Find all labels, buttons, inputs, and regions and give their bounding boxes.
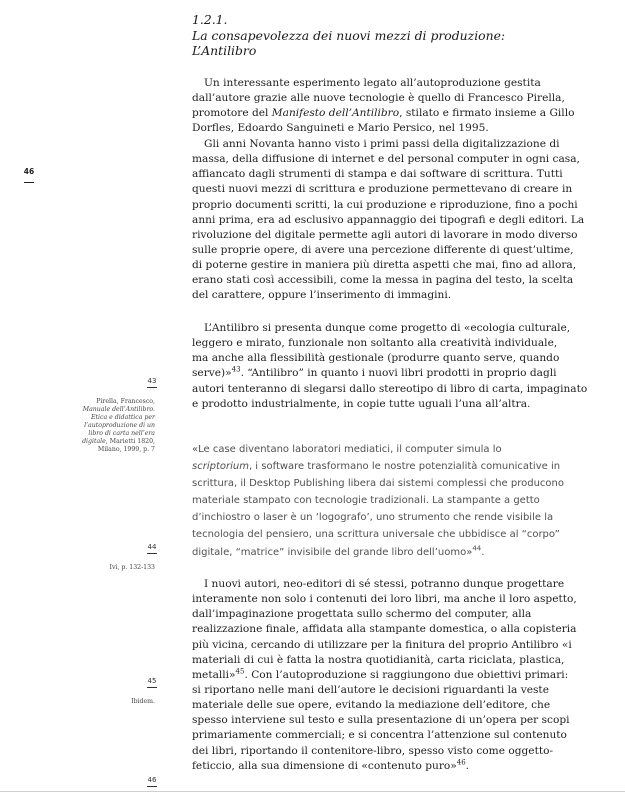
text-line: materiali di cui è fatta la nostra quotidianità, carta riciclata, plastica, — [192, 653, 565, 666]
page-number: 46 — [22, 167, 36, 183]
text-line: questi nuovi mezzi di scrittura e produzione permettevano di creare in — [192, 183, 573, 196]
text-line: Un interessante esperimento legato all’autoproduzione gestita — [204, 77, 541, 89]
text-line: spesso interviene sul testo e sulla presentazione di un’opera per scopi — [192, 714, 570, 727]
text-line: feticcio, alla sua dimensione di «contenuto puro»$^{46}$. — [192, 758, 470, 772]
quote-italic: scriptorium — [192, 461, 249, 473]
footnote-ref: 44 — [472, 544, 482, 553]
quote-line: scrittura, il Desktop Publishing libera dai sistemi complessi che producono — [192, 478, 564, 490]
text-line: dall’autore grazie alle nuove tecnologie è quello di Francesco Pirella, — [192, 92, 565, 105]
text-line: autori tenteranno di slegarsi dallo stereotipo di libro di carta, impaginato — [192, 382, 588, 395]
section-title-line: La consapevolezza dei nuovi mezzi di produzione: — [192, 27, 506, 43]
text-line: del carattere, oppure l’inserimento di immagini. — [192, 289, 452, 302]
text-line: più vicina, cercando di utilizzare per la finitura del proprio Antilibro «i — [192, 638, 572, 651]
quote-line: materiale stampato con tecnologie tradizionali. La stampante a getto — [192, 495, 540, 507]
text-line: primariamente commerciali; e si concentra l’attenzione sul contenuto — [192, 729, 567, 742]
footnote-number-44: 44 — [146, 543, 158, 554]
footnote-number-46: 46 — [146, 776, 158, 787]
quote-line: «Le case diventano laboratori mediatici, il computer simula lo — [192, 444, 502, 455]
text-line: materiale delle sue opere, evitando la mediazione dell’editore, che — [192, 699, 551, 712]
page-bottom-divider — [0, 791, 625, 792]
text-line: proprio documenti scritti, la cui produzione e riproduzione, fino a pochi — [192, 198, 578, 211]
footnote-number-45: 45 — [146, 677, 158, 688]
text-line: dei libri, riportando il contenitore-libro, spesso visto come oggetto- — [192, 744, 554, 757]
footnote-number-43: 43 — [146, 377, 158, 388]
text-line: promotore del Manifesto dell’Antilibro, stilato e firmato insieme a Gillo — [192, 107, 575, 120]
text-line: metalli»$^{45}$. Con l’autoproduzione si raggiungono due obiettivi primari: — [192, 667, 569, 681]
quote-line: d’inchiostro o laser è un ‘logografo’, uno strumento che rende visibile la — [192, 512, 554, 524]
text-line: affiancato dagli strumenti di stampa e dai software di scrittura. Tutti — [192, 168, 563, 181]
text-line: leggero e mirato, funzionale non soltanto alla creatività individuale, — [192, 337, 558, 350]
text-line: Dorfles, Edoardo Sanguineti e Mario Persico, nel 1995. — [192, 122, 489, 135]
text-line: I nuovi autori, neo-editori di sé stessi, potranno dunque progettare — [204, 578, 565, 590]
text-line: Gli anni Novanta hanno visto i primi passi della digitalizzazione di — [204, 138, 560, 150]
text-line: ma anche alla flessibilità gestionale (produrre quanto serve, quando — [192, 352, 560, 365]
page-number-rule — [24, 182, 34, 183]
paragraph-3 — [192, 321, 587, 412]
paragraph-4 — [192, 577, 577, 774]
quote-line: scriptorium, i software trasformano le nostre potenzialità comunicative in — [192, 461, 561, 473]
paragraph-1 — [192, 76, 574, 137]
section-number: 1.2.1. — [192, 12, 228, 27]
text-line: rivoluzione del digitale permette agli autori di lavorare in modo diverso — [192, 228, 578, 241]
footnote-ref: 46 — [456, 758, 466, 767]
text-line: serve)»$^{43}$. “Antilibro” in quanto i nuovi libri prodotti in proprio dagli — [192, 365, 557, 380]
paragraph-2 — [192, 137, 584, 304]
text-line: massa, della diffusione di internet e del personal computer in ogni casa, — [192, 153, 580, 166]
text-line: interamente non solo i contenuti dei loro libri, ma anche il loro aspetto, — [192, 593, 577, 606]
text-line: di poterne gestire in maniera più diretta aspetti che mai, fino ad allora, — [192, 259, 577, 272]
text-line: e prodotto industrialmente, in copie tutte uguali l’una all’altra. — [192, 397, 531, 410]
text-line: erano stati così accessibili, come la messa in pagina del testo, la scelta — [192, 274, 574, 287]
quote-line: digitale, “matrice” invisibile del grande libro dell’uomo»$^{44}$. — [192, 544, 485, 558]
section-heading — [192, 12, 505, 59]
text-line: dall’impaginazione progettata sullo schermo del computer, alla — [192, 608, 532, 621]
text-line: si riportano nelle mani dell’autore le decisioni riguardanti la veste — [192, 683, 549, 696]
text-line: sulle proprie opere, di avere una percezione differente di quest’ultime, — [192, 243, 574, 256]
quote-line: tecnologia del pensiero, una scrittura universale che ubbidisce al “corpo” — [192, 529, 560, 541]
section-title-line: L’Antilibro — [192, 43, 257, 58]
footnote-45-text: Ibidem. — [131, 698, 155, 705]
text-line: anni prima, era ad esclusivo appannaggio dei tipografi e degli editori. La — [192, 213, 585, 226]
block-quote — [192, 441, 564, 561]
footnote-ref: 43 — [231, 365, 241, 374]
book-title: Manifesto dell’Antilibro — [271, 107, 400, 120]
footnote-43-text: Pirella, Francesco, Manuale dell’Antilibro. Etica e didattica per l’autoproduzione di un libro di carta nell’era digitale, Marietti 1820, Milano, 1999, p. 7 — [82, 398, 155, 453]
text-line: realizzazione finale, affidata alla stampante domestica, o alla copisteria — [192, 623, 577, 636]
footnote-ref: 45 — [235, 667, 245, 676]
text-line: L’Antilibro si presenta dunque come progetto di «ecologia culturale, — [204, 322, 571, 334]
footnote-44-text: Ivi, p. 132-133 — [109, 564, 155, 571]
